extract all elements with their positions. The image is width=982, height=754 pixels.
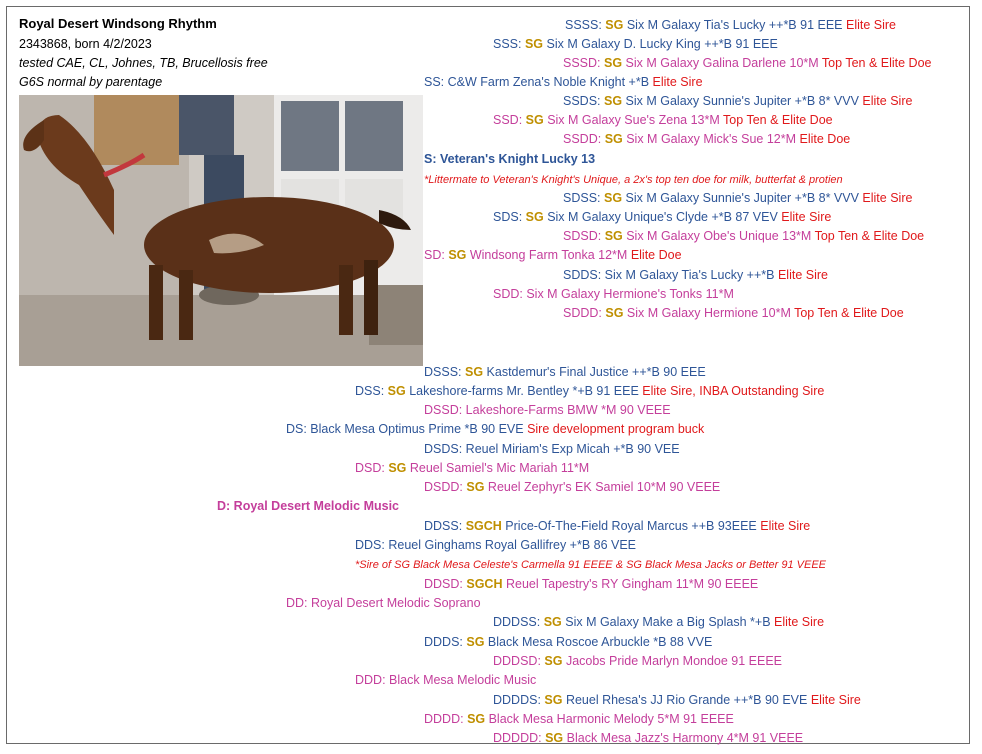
ancestor-name: Six M Galaxy Tia's Lucky ++*B 91 EEE <box>623 18 843 32</box>
award-text: Elite Sire <box>807 693 861 707</box>
ancestor-label: SD: <box>424 248 449 262</box>
sg-designation: SG <box>524 37 544 51</box>
goat-photo-image <box>19 95 423 366</box>
award-text: Top Ten & Elite Doe <box>818 56 932 70</box>
ancestor-label: DSSD: Lakeshore-Farms BMW *M 90 VEEE <box>424 403 671 417</box>
pedigree-line-ssds <box>563 93 912 109</box>
sg-designation: SG <box>604 94 623 108</box>
pedigree-line-dddss <box>493 614 824 630</box>
ancestor-name: Reuel Rhesa's JJ Rio Grande ++*B 90 EVE <box>562 693 808 707</box>
sg-designation: SG <box>544 693 563 707</box>
pedigree-line-s <box>424 151 595 167</box>
pedigree-note: *Sire of SG Black Mesa Celeste's Carmella 91 EEEE & SG Black Mesa Jacks or Better 91 VEEE <box>355 559 827 571</box>
ancestor-name: Reuel Zephyr's EK Samiel 10*M 90 VEEE <box>484 480 721 494</box>
sg-designation: SG <box>525 210 544 224</box>
ancestor-label: DSSS: <box>424 365 465 379</box>
pedigree-line-ddddd <box>493 730 803 746</box>
ancestor-label: DDDSD: <box>493 654 545 668</box>
ancestor-label: SDDD: <box>563 306 606 320</box>
ancestor-label: SDSS: <box>563 191 604 205</box>
pedigree-line-sss <box>493 36 778 52</box>
ancestor-label: SDD: Six M Galaxy Hermione's Tonks 11*M <box>493 287 734 301</box>
sg-designation: SGCH <box>466 577 503 591</box>
ancestor-label: SDS: <box>493 210 526 224</box>
ancestor-name: Six M Galaxy Mick's Sue 12*M <box>622 132 797 146</box>
ancestor-label: SSDD: <box>563 132 605 146</box>
ancestor-label: SDSD: <box>563 229 605 243</box>
ancestor-label: DDSS: <box>424 519 466 533</box>
sg-designation: SG <box>604 132 623 146</box>
award-text: Elite Sire <box>858 191 913 205</box>
sg-designation: SG <box>605 18 624 32</box>
ancestor-label: DDDSS: <box>493 615 544 629</box>
ancestor-label: DSDD: <box>424 480 467 494</box>
award-text: Top Ten & Elite Doe <box>811 229 925 243</box>
sg-designation: SG <box>525 113 544 127</box>
pedigree-line-ddsd <box>424 576 758 592</box>
ancestor-label: DSD: <box>355 461 389 475</box>
pedigree-line-ds <box>286 421 704 437</box>
ancestor-label: D: Royal Desert Melodic Music <box>217 499 399 513</box>
pedigree-line-ssd <box>493 112 833 128</box>
sg-designation: SG <box>605 306 624 320</box>
ancestor-name: Reuel Samiel's Mic Mariah 11*M <box>406 461 590 475</box>
ancestor-label: SSSD: <box>563 56 604 70</box>
award-text: Elite Sire <box>649 75 703 89</box>
pedigree-line-ddss <box>424 518 810 534</box>
ancestor-label: SSDS: <box>563 94 604 108</box>
pedigree-line-dsd <box>355 460 589 476</box>
ancestor-label: DDDS: <box>424 635 467 649</box>
pedigree-line-dsds <box>424 441 680 457</box>
sg-designation: SG <box>467 712 486 726</box>
sg-designation: SG <box>604 229 623 243</box>
pedigree-line-sddd <box>563 305 904 321</box>
pedigree-line-ddds <box>424 634 712 650</box>
sg-designation: SG <box>465 365 484 379</box>
ancestor-label: SS: C&W Farm Zena's Noble Knight +*B <box>424 75 650 89</box>
pedigree-note: *Littermate to Veteran's Knight's Unique, a 2x's top ten doe for milk, butterfat & protien <box>424 174 843 186</box>
ancestor-name: Six M Galaxy Unique's Clyde +*B 87 VEV <box>543 210 778 224</box>
sg-designation: SG <box>388 461 407 475</box>
goat-name-title: Royal Desert Windsong Rhythm <box>19 16 217 31</box>
sg-designation: SGCH <box>465 519 502 533</box>
sg-designation: SG <box>466 480 485 494</box>
sg-designation: SG <box>387 384 406 398</box>
ancestor-name: Kastdemur's Final Justice ++*B 90 EEE <box>483 365 706 379</box>
award-text: Sire development program buck <box>523 422 705 436</box>
pedigree-frame <box>6 6 970 744</box>
pedigree-line-dds <box>355 537 636 553</box>
pedigree-line-ddd <box>355 672 536 688</box>
ancestor-name: Windsong Farm Tonka 12*M <box>466 248 631 262</box>
award-text: Elite Sire, INBA Outstanding Sire <box>638 384 825 398</box>
ancestor-label: SDDS: Six M Galaxy Tia's Lucky ++*B <box>563 268 775 282</box>
pedigree-line-dd <box>286 595 481 611</box>
award-text: Elite Sire <box>756 519 811 533</box>
ancestor-name: Six M Galaxy Make a Big Splash *+B <box>561 615 771 629</box>
ancestor-name: Price-Of-The-Field Royal Marcus ++B 93EEE <box>501 519 757 533</box>
pedigree-line-sds <box>493 209 831 225</box>
ancestor-name: Six M Galaxy Sue's Zena 13*M <box>543 113 720 127</box>
pedigree-line-dsss <box>424 364 706 380</box>
sg-designation: SG <box>544 654 563 668</box>
ancestor-name: Six M Galaxy Hermione 10*M <box>623 306 791 320</box>
ancestor-label: DSS: <box>355 384 388 398</box>
award-text: Elite Doe <box>630 248 682 262</box>
award-text: Top Ten & Elite Doe <box>719 113 833 127</box>
pedigree-line-dddds <box>493 692 861 708</box>
pedigree-line-sssd <box>563 55 931 71</box>
award-text: Elite Doe <box>796 132 851 146</box>
ancestor-name: Six M Galaxy Obe's Unique 13*M <box>622 229 812 243</box>
ancestor-label: DDSD: <box>424 577 467 591</box>
sg-designation: SG <box>466 635 485 649</box>
ancestor-name: Six M Galaxy D. Lucky King ++*B 91 EEE <box>543 37 778 51</box>
pedigree-line-dsdd <box>424 479 720 495</box>
ancestor-name: Jacobs Pride Marlyn Mondoe 91 EEEE <box>562 654 783 668</box>
ancestor-name: Six M Galaxy Sunnie's Jupiter +*B 8* VVV <box>622 191 859 205</box>
ancestor-label: DSDS: Reuel Miriam's Exp Micah +*B 90 VEE <box>424 442 680 456</box>
ancestor-name: Reuel Tapestry's RY Gingham 11*M 90 EEEE <box>502 577 759 591</box>
pedigree-line-sdsd <box>563 228 924 244</box>
pedigree-line-ss <box>424 74 703 90</box>
pedigree-line-sdds <box>563 267 828 283</box>
pedigree-line-dddd <box>424 711 734 727</box>
pedigree-line-s-note <box>424 171 843 188</box>
pedigree-line-d <box>217 498 399 514</box>
pedigree-line-dddsd <box>493 653 782 669</box>
pedigree-line-ssdd <box>563 131 850 147</box>
pedigree-line-dds-note <box>355 556 826 573</box>
ancestor-label: SSS: <box>493 37 525 51</box>
pedigree-line-sdss <box>563 190 912 206</box>
sg-designation: SG <box>545 731 564 745</box>
goat-photo <box>19 95 423 366</box>
award-text: Elite Sire <box>774 268 828 282</box>
ancestor-name: Six M Galaxy Galina Darlene 10*M <box>622 56 819 70</box>
ancestor-label: SSD: <box>493 113 526 127</box>
ancestor-label: DDD: Black Mesa Melodic Music <box>355 673 537 687</box>
ancestor-name: Black Mesa Harmonic Melody 5*M 91 EEEE <box>485 712 734 726</box>
ancestor-name: Lakeshore-farms Mr. Bentley *+B 91 EEE <box>405 384 639 398</box>
ancestor-name: Black Mesa Jazz's Harmony 4*M 91 VEEE <box>563 731 804 745</box>
ancestor-label: DDDDS: <box>493 693 545 707</box>
pedigree-line-dssd <box>424 402 671 418</box>
ancestor-label: DD: Royal Desert Melodic Soprano <box>286 596 481 610</box>
ancestor-label: DDDDD: <box>493 731 546 745</box>
pedigree-line-sd <box>424 247 682 263</box>
sg-designation: SG <box>448 248 467 262</box>
pedigree-line-dss <box>355 383 824 399</box>
ancestor-label: SSSS: <box>565 18 606 32</box>
sg-designation: SG <box>604 56 623 70</box>
pedigree-line-ssss <box>565 17 896 33</box>
registration-line: 2343868, born 4/2/2023 <box>19 37 152 51</box>
pedigree-line-sdd <box>493 286 734 302</box>
ancestor-label: DDS: Reuel Ginghams Royal Gallifrey +*B 86 VEE <box>355 538 637 552</box>
award-text: Elite Sire <box>770 615 825 629</box>
award-text: Top Ten & Elite Doe <box>790 306 904 320</box>
ancestor-name: Black Mesa Roscoe Arbuckle *B 88 VVE <box>484 635 713 649</box>
ancestor-label: S: Veteran's Knight Lucky 13 <box>424 152 596 166</box>
sg-designation: SG <box>543 615 562 629</box>
ancestor-name: Six M Galaxy Sunnie's Jupiter +*B 8* VVV <box>622 94 859 108</box>
award-text: Elite Sire <box>858 94 913 108</box>
sg-designation: SG <box>604 191 623 205</box>
ancestor-label: DS: Black Mesa Optimus Prime *B 90 EVE <box>286 422 524 436</box>
award-text: Elite Sire <box>842 18 897 32</box>
ancestor-label: DDDD: <box>424 712 468 726</box>
tested-line: tested CAE, CL, Johnes, TB, Brucellosis free <box>19 56 268 70</box>
g6s-line: G6S normal by parentage <box>19 75 163 89</box>
award-text: Elite Sire <box>777 210 832 224</box>
